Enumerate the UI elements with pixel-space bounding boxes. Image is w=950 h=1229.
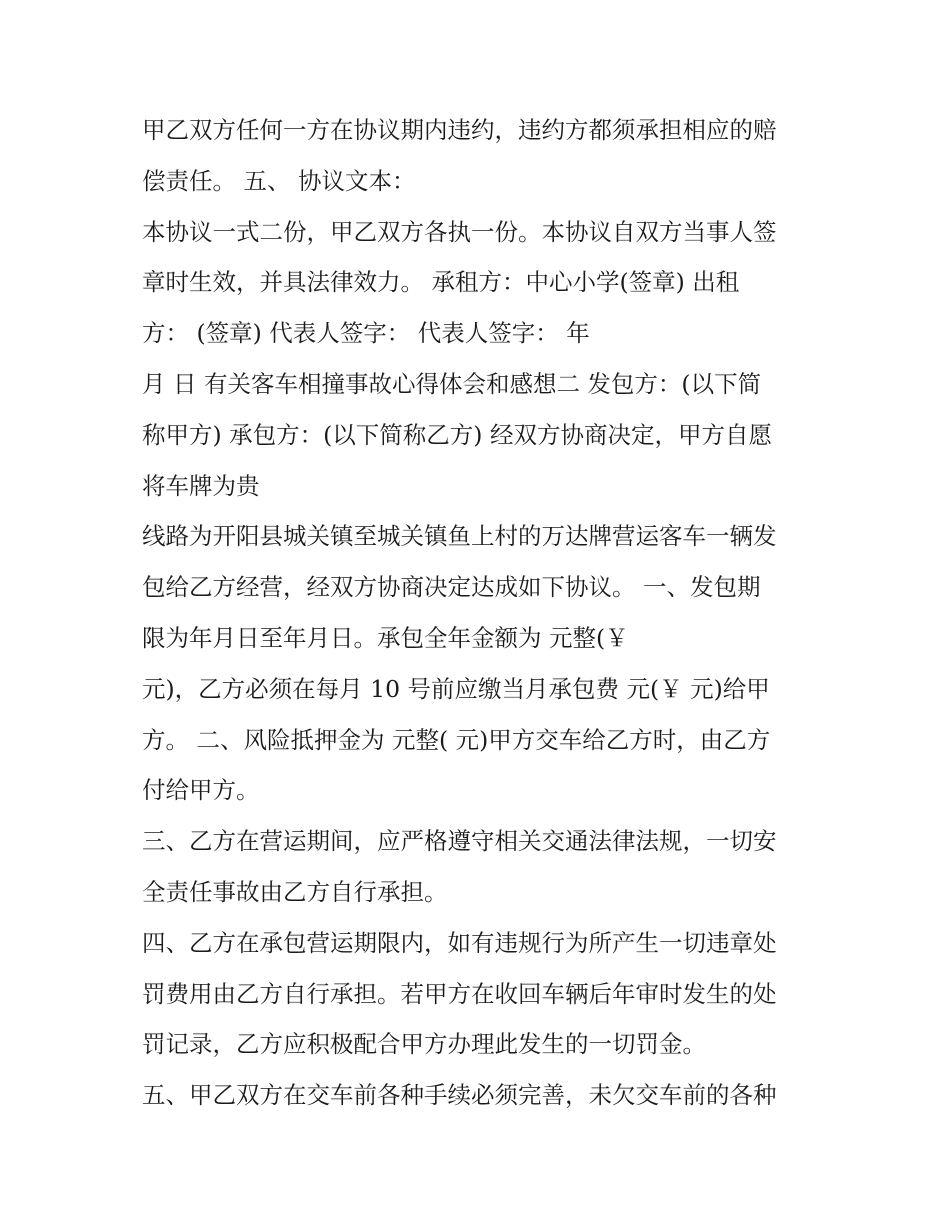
text-line: 罚记录，乙方应积极配合甲方办理此发生的一切罚金。 [142,1030,706,1059]
text-line: 包给乙方经营，经双方协商决定达成如下协议。 一、发包期 [142,573,761,602]
text-line: 三、乙方在营运期间，应严格遵守相关交通法律法规，一切安 [142,827,777,856]
text-line: 罚费用由乙方自行承担。若甲方在收回车辆后年审时发生的处 [142,979,777,1008]
text-line: 方。 二、风险抵押金为 元整( 元)甲方交车给乙方时，由乙方 [142,725,771,754]
text-line: 全责任事故由乙方自行承担。 [142,877,448,906]
text-line: 线路为开阳县城关镇至城关镇鱼上村的万达牌营运客车一辆发 [142,522,777,551]
text-line: 将车牌为贵 [142,471,260,500]
text-line: 四、乙方在承包营运期限内，如有违规行为所产生一切违章处 [142,928,777,957]
text-line: 元)，乙方必须在每月 10 号前应缴当月承包费 元(￥ 元)给甲 [142,674,770,703]
text-line: 方： (签章) 代表人签字： 代表人签字： 年 [142,319,590,348]
text-line: 甲乙双方任何一方在协议期内违约，违约方都须承担相应的赔 [142,116,777,144]
text-line: 章时生效，并具法律效力。 承租方：中心小学(签章) 出租 [142,268,740,297]
text-line: 月 日 有关客车相撞事故心得体会和感想二 发包方：(以下简 [142,369,762,398]
text-line: 偿责任。 五、 协议文本： [142,166,416,195]
text-line: 称甲方) 承包方：(以下简称乙方) 经双方协商决定，甲方自愿 [142,420,772,449]
text-line: 五、甲乙双方在交车前各种手续必须完善，未欠交车前的各种 [142,1081,777,1110]
document-body [142,105,822,1121]
text-line: 付给甲方。 [142,776,260,805]
text-line: 本协议一式二份，甲乙双方各执一份。本协议自双方当事人签 [142,217,777,246]
text-line: 限为年月日至年月日。承包全年金额为 元整(￥ [142,623,629,652]
